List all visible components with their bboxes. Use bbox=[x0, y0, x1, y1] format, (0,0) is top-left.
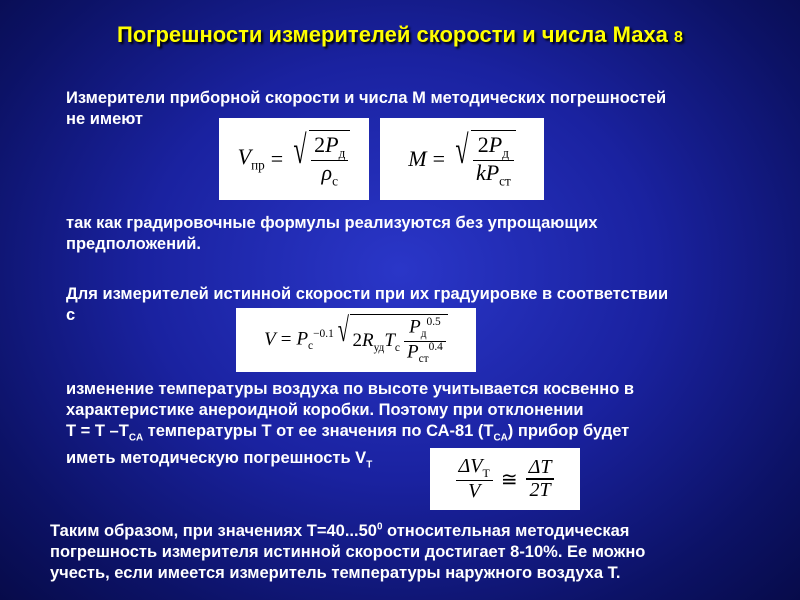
page-number: 8 bbox=[674, 29, 683, 46]
formula-true-airspeed bbox=[236, 308, 476, 372]
f1-fraction: $\frac{2P_д}{\rho_с}$ bbox=[311, 133, 348, 189]
f2-fraction: $\frac{2P_д}{kP_{ст}}$ bbox=[473, 133, 514, 189]
p5-line3: учесть, если имеется измеритель температуры наружного воздуха T. bbox=[50, 563, 621, 582]
p5-line1: Таким образом, при значениях $T=40...50^0$ относительная методическая bbox=[50, 521, 630, 540]
p3-line2: с bbox=[66, 306, 76, 324]
formula-mach bbox=[380, 118, 544, 200]
p3-line1: Для измерителей истинной скорости при их градуировке в соответствии bbox=[66, 285, 669, 303]
paragraph-2 bbox=[66, 213, 598, 255]
title-text: Погрешности измерителей скорости и числа Маха bbox=[117, 22, 668, 47]
f4-left-fraction: $\frac{\Delta V_T}{V}$ bbox=[456, 456, 493, 502]
formula-indicated-airspeed bbox=[219, 118, 369, 200]
f4-approx: ≅ bbox=[500, 468, 518, 491]
p2-line2: предположений. bbox=[66, 235, 201, 253]
f4-right-fraction: $\frac{\Delta T}{2T}$ bbox=[526, 457, 555, 501]
slide-title bbox=[0, 22, 800, 48]
f2-eq: = bbox=[432, 146, 445, 171]
f3-root-terms: $2R_{уд}T_с$ bbox=[352, 329, 400, 354]
p2-line1: так как градировочные формулы реализуются без упрощающих bbox=[66, 214, 598, 232]
p4-line4: иметь методическую погрешность $V_T$ bbox=[66, 449, 373, 471]
paragraph-5 bbox=[50, 516, 645, 584]
p1-line2: не имеют bbox=[66, 110, 144, 128]
p4-line3: T = T $-T_{CA}$ температуры T от ее значения по СА-81 $(T_{CA})$ прибор будет bbox=[66, 422, 630, 444]
p4-line2: характеристике анероидной коробки. Поэтому при отклонении bbox=[66, 401, 584, 419]
f1-lhs: $V_{пр}$ bbox=[237, 144, 265, 173]
f2-sqrt: √ $\frac{2P_д}{kP_{ст}}$ bbox=[451, 130, 516, 189]
f3-lhs: V bbox=[264, 329, 276, 350]
formula-relative-error bbox=[430, 448, 580, 510]
f1-eq: = bbox=[270, 146, 284, 171]
f3-eq: = bbox=[280, 329, 292, 350]
f3-fraction: $\frac{P_д^{0.5}}{P_{ст}^{0.4}}$ bbox=[404, 317, 446, 367]
p4-line1: изменение температуры воздуха по высоте учитывается косвенно в bbox=[66, 380, 635, 398]
p1-line1: Измерители приборной скорости и числа М методических погрешностей bbox=[66, 89, 667, 107]
f1-sqrt: √ $\frac{2P_д}{\rho_с}$ bbox=[289, 130, 350, 189]
f2-lhs: M bbox=[408, 146, 427, 171]
f3-p: $P_с^{-0.1}$ bbox=[296, 327, 334, 353]
p5-line2: погрешность измерителя истинной скорости достигает 8-10%. Ее можно bbox=[50, 542, 646, 561]
f3-sqrt: √ $2R_{уд}T_с$ $\frac{P_д^{0.5}}{P_{ст}^{0.4}}$ bbox=[334, 314, 448, 367]
